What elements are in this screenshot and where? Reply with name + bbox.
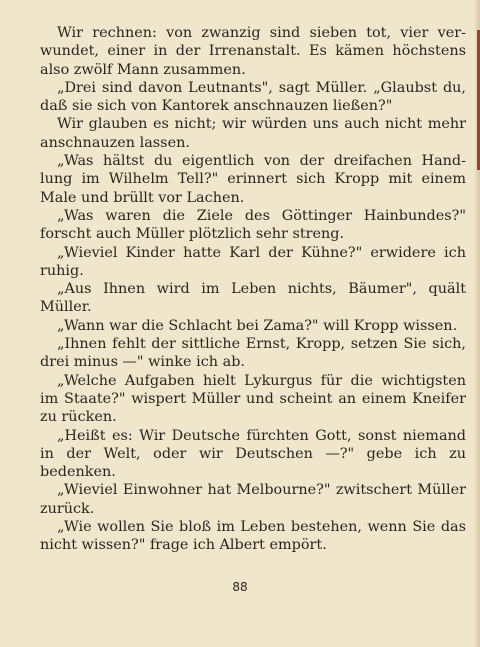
paragraph — [40, 207, 466, 244]
paragraph — [40, 152, 466, 207]
text-line: „Heißt es: Wir Deutsche fürchten Gott, sonst niemand — [57, 427, 466, 444]
text-line: Müller. — [40, 299, 92, 316]
page-number: 88 — [232, 580, 248, 594]
text-line: Müller zurück. — [40, 482, 466, 517]
text-line: du, daß sie sich von Kantorek anschnauzen ließen?" — [40, 79, 467, 115]
text-line: drei minus —" winke ich ab. — [40, 354, 245, 371]
paragraph — [40, 518, 466, 555]
paragraph — [40, 481, 466, 518]
paragraph — [40, 115, 466, 152]
text-line: also zwölf Mann zusammen. — [40, 61, 246, 78]
text-line: „Wieviel Einwohner hat Melbourne?" zwitschert — [57, 482, 413, 499]
text-line: Male und brüllt vor Lachen. — [40, 189, 245, 206]
paragraph — [40, 244, 466, 281]
text-line: im Staate?" wispert Müller und scheint an einem Kneifer — [40, 390, 466, 407]
text-line: „Was hältst du eigentlich von der dreifachen Hand- — [57, 153, 466, 170]
text-line: „Welche Aufgaben hielt Lykurgus für die wichtigsten — [57, 372, 466, 389]
paragraph — [40, 24, 466, 79]
text-line: „Aus Ihnen wird im Leben nichts, Bäumer", quält — [57, 281, 466, 298]
text-line: mehr anschnauzen lassen. — [40, 116, 466, 151]
text-line: Wir rechnen: von zwanzig sind sieben tot, vier ver- — [57, 25, 466, 41]
paragraph — [40, 79, 466, 116]
text-line: „Was waren die Ziele des Göttinger Hainbundes?" — [57, 207, 466, 224]
text-line: forscht auch Müller plötzlich sehr streng. — [40, 226, 345, 243]
text-line: „Wann war die Schlacht bei Zama?" will Kropp wissen. — [57, 317, 458, 334]
text-line: zu rücken. — [40, 409, 117, 426]
paragraph — [40, 280, 466, 317]
paragraph — [40, 427, 466, 482]
text-line: „Ihnen fehlt der sittliche Ernst, Kropp, setzen Sie sich, — [57, 336, 466, 353]
text-line: lung im Wilhelm Tell?" erinnert sich Kropp mit einem — [40, 171, 466, 188]
text-line: „Wie wollen Sie bloß im Leben bestehen, wenn Sie — [57, 519, 436, 536]
text-line: „Drei sind davon Leutnants", sagt Müller. „Glaubst — [57, 79, 437, 96]
text-line: das nicht wissen?" frage ich Albert empört. — [40, 519, 466, 554]
text-line: Wir glauben es nicht; wir würden uns auch nicht — [57, 116, 423, 133]
paragraph — [40, 317, 466, 335]
text-line: wundet, einer in der Irrenanstalt. Es kämen höchstens — [40, 43, 466, 60]
paragraph — [40, 372, 466, 427]
body-text — [40, 24, 466, 555]
paragraph — [40, 335, 466, 372]
text-line: „Wieviel Kinder hatte Karl der Kühne?" erwidere ich ruhig. — [40, 244, 466, 279]
text-line: in der Welt, oder wir Deutschen —?" gebe ich zu bedenken. — [40, 445, 466, 481]
